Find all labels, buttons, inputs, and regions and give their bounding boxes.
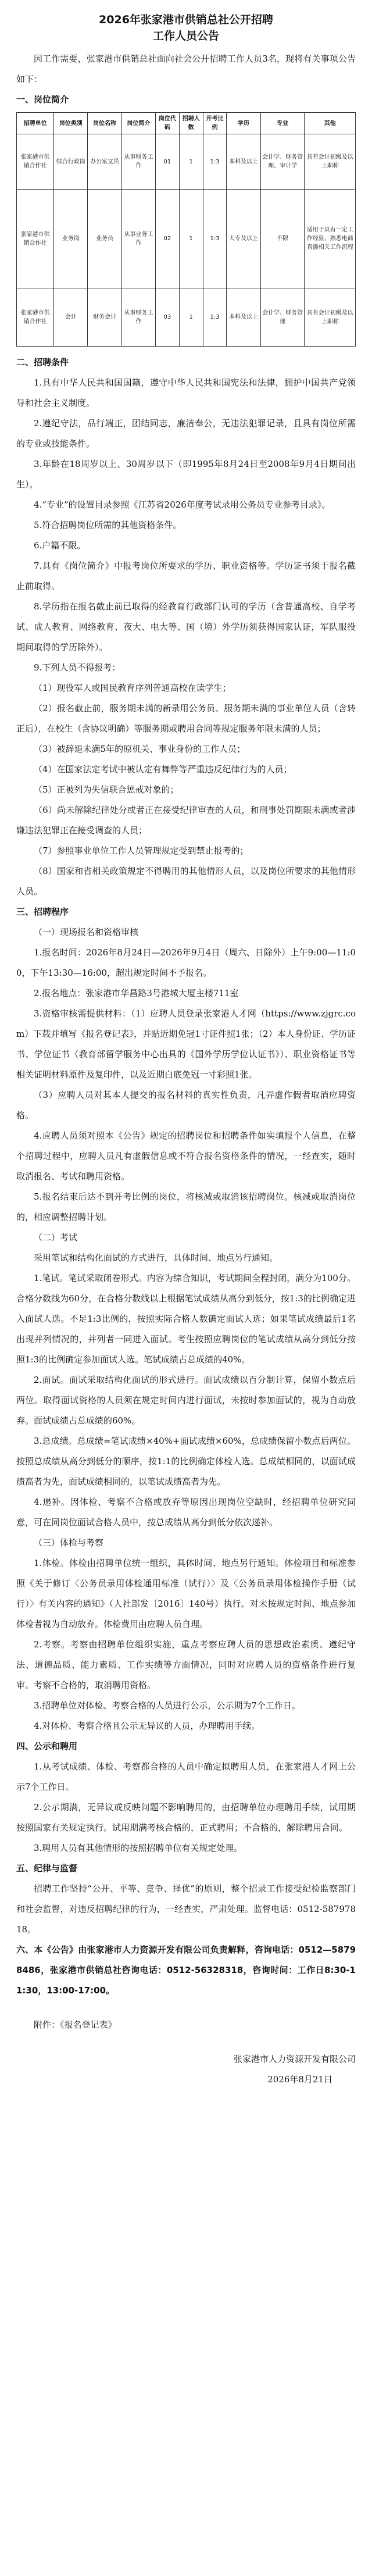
publicity-paragraph: 2.公示期满，无异议或反映问题不影响聘用的，由招聘单位办理聘用手续，试用期按照国家有关规定执行。试用期满考核合格的，正式聘用；不合格的，解除聘用合同。 xyxy=(16,1802,356,1833)
procedure-paragraph: 4.应聘人员须对照本《公告》规定的招聘岗位和招聘条件如实填报个人信息，在整个招聘过程中，应聘人员凡有虚假信息或不符合报名资格条件的情况，一经查实，随时取消报名、考试和聘用资格。 xyxy=(16,1130,356,1182)
table-cell: 本科及以上 xyxy=(227,134,260,190)
table-cell: 具有会计初级及以上职称 xyxy=(305,288,356,347)
requirement-paragraph: 7.具有《岗位简介》中报考岗位所要求的学历、职业资格等。学历证书须于报名截止前取得。 xyxy=(16,561,356,591)
exclusion-item: （8）国家和省相关政策规定不得聘用的其他情形人员，以及岗位所要求的其他情形人员。 xyxy=(16,866,356,897)
procedure-paragraph: 5.报名结束后达不到开考比例的岗位，将核减或取消该招聘岗位。核减或取消岗位的，相应调整招聘计划。 xyxy=(16,1191,356,1222)
exclusion-item: （4）在国家法定考试中被认定有舞弊等严重违反纪律行为的人员； xyxy=(34,764,292,775)
table-cell: 1:3 xyxy=(203,288,227,347)
section-heading-requirements: 二、招聘条件 xyxy=(16,357,69,368)
table-cell: 业务岗 xyxy=(54,190,88,288)
exam-paragraph: 3.总成绩。总成绩=笔试成绩×40%+面试成绩×60%，总成绩保留小数点后两位。按照总成绩从高分到低分的顺序，按1:1的比例确定体检人选。总成绩相同的，以面试成绩高者为先，面试成绩相同的，以笔试成绩高者为先。 xyxy=(16,1436,356,1487)
table-cell: 02 xyxy=(156,190,180,288)
table-cell: 办公室文员 xyxy=(88,134,121,190)
table-header-cell: 学历 xyxy=(227,113,260,134)
exam-paragraph: 4.递补。因体检、考察不合格或放弃等原因出现岗位空缺时，经招聘单位研究同意，可在同岗位面试合格人员中，按总成绩从高分到低分依次递补。 xyxy=(16,1497,356,1528)
explanation-paragraph: 六、本《公告》由张家港市人力资源开发有限公司负责解释，咨询电话：0512—58798486，张家港市供销总社咨询电话：0512-56328318，咨询时间：工作日8:30-11:30，13:00-17:00。 xyxy=(16,1945,356,1996)
table-cell: 1:3 xyxy=(203,134,227,190)
requirement-paragraph: 3.年龄在18周岁以上、30周岁以下（即1995年8月24日至2008年9月4日期间出生）。 xyxy=(16,459,356,490)
table-header-cell: 开考比例 xyxy=(203,113,227,134)
table-cell: 01 xyxy=(156,134,180,190)
table-cell: 综合行政岗 xyxy=(54,134,88,190)
exam-paragraph: 2.面试。面试采取结构化面试的形式进行。面试成绩以百分制计算，保留小数点后两位。取得面试资格的人员须在规定时间内进行面试，未按时参加面试的，视为自动放弃。面试成绩占总成绩的60%。 xyxy=(16,1375,356,1426)
table-header-cell: 专业 xyxy=(260,113,305,134)
section-heading-procedure: 三、招聘程序 xyxy=(16,907,69,917)
table-header-cell: 岗位简介 xyxy=(121,113,155,134)
intro-paragraph: 因工作需要，张家港市供销总社面向社会公开招聘工作人员3名，现将有关事项公告如下： xyxy=(16,53,356,84)
table-cell: 1 xyxy=(179,190,203,288)
title-line-2: 工作人员公告 xyxy=(152,30,219,42)
section-heading-discipline: 五、纪律与监督 xyxy=(16,1863,78,1874)
table-cell: 财务会计 xyxy=(88,288,121,347)
publicity-paragraph: 1.从考试成绩、体检、考察都合格的人员中确定拟聘用人员，在张家港人才网上公示7个工作日。 xyxy=(16,1761,356,1792)
requirement-paragraph: 9.下列人员不得报考： xyxy=(34,662,121,673)
table-cell: 张家港市供销合作社 xyxy=(17,190,54,288)
table-cell: 大专及以上 xyxy=(227,190,260,288)
table-cell: 业务员 xyxy=(88,190,121,288)
table-cell: 03 xyxy=(156,288,180,347)
table-cell: 从事财务工作 xyxy=(121,134,155,190)
table-header-cell: 岗位类别 xyxy=(54,113,88,134)
requirement-paragraph: 5.符合招聘岗位所需的其他资格条件。 xyxy=(34,520,182,530)
title-line-1: 2026年张家港市供销总社公开招聘 xyxy=(99,13,273,26)
table-cell: 1:3 xyxy=(203,190,227,288)
table-cell: 适用于具有一定工作经验，熟悉电商直播相关工作流程 xyxy=(305,190,356,288)
table-header-cell: 招聘人数 xyxy=(179,113,203,134)
table-cell: 会计 xyxy=(54,288,88,347)
table-cell: 会计学、财务管理、审计学 xyxy=(260,134,305,190)
procedure-paragraph: 2.报名地点：张家港市华昌路3号港城大厦主楼711室 xyxy=(34,988,239,998)
section-heading-positions: 一、岗位简介 xyxy=(16,94,69,105)
table-header-cell: 岗位代码 xyxy=(156,113,180,134)
table-header-row xyxy=(17,113,356,134)
subsection-heading: （一）现场报名和资格审核 xyxy=(34,927,139,937)
section-heading-publicity: 四、公示和聘用 xyxy=(16,1741,78,1751)
exclusion-item: （6）尚未解除纪律处分或者正在接受纪律审查的人员，和刑事处罚期限未满或者涉嫌违法犯罪正在接受调查的人员； xyxy=(16,805,356,836)
procedure-paragraph: 1.报名时间：2026年8月24日—2026年9月4日（周六、日除外）上午9:00—11:00，下午13:30—16:00，超出规定时间不予报名。 xyxy=(16,947,356,978)
table-cell: 会计学、财务管理 xyxy=(260,288,305,347)
requirement-paragraph: 1.具有中华人民共和国国籍，遵守中华人民共和国宪法和法律，拥护中国共产党领导和社会主义制度。 xyxy=(16,377,356,408)
requirement-paragraph: 4.“专业”的设置目录参照《江苏省2026年度考试录用公务员专业参考目录》。 xyxy=(34,499,331,510)
subsection-heading: （二）考试 xyxy=(34,1232,78,1243)
table-cell: 具有会计初级及以上职称 xyxy=(305,134,356,190)
table-cell: 1 xyxy=(179,288,203,347)
exclusion-item: （3）被辞退未满5年的原机关、事业身份的工作人员； xyxy=(34,744,246,754)
positions-table xyxy=(16,112,356,347)
procedure-paragraph: 3.资格审核需提供材料：（1）应聘人员登录张家港人才网（https://www.zjgrc.com）下载并填写《报名登记表》，并贴近期免冠1寸证件照1张；（2）本人身份证、学历证书、学位证书（教育部留学服务中心出具的《国外学历学位认证书》）、职业资格证书等相关证明材料原件及复印件，以及近期白底免冠一寸彩照1张。 xyxy=(16,1008,356,1080)
requirement-paragraph: 2.遵纪守法，品行端正，团结同志，廉洁奉公，无违法犯罪记录，且具有岗位所需的专业或技能条件。 xyxy=(16,418,356,449)
medical-paragraph: 4.对体检、考察合格且公示无异议的人员，办理聘用手续。 xyxy=(34,1721,260,1731)
exclusion-item: （7）参照事业单位工作人员管理规定受到禁止报考的； xyxy=(34,845,249,856)
table-cell: 不限 xyxy=(260,190,305,288)
table-cell: 从事业务工作 xyxy=(121,190,155,288)
requirement-paragraph: 6.户籍不限。 xyxy=(34,540,86,551)
table-cell: 本科及以上 xyxy=(227,288,260,347)
attachment-note: 附件：《报名登记表》 xyxy=(34,2020,117,2030)
signature-org: 张家港市人力资源开发有限公司 xyxy=(233,2054,356,2064)
table-row xyxy=(17,288,356,347)
exclusion-item: （2）报名截止前，服务期未满的新录用公务员、服务期未满的事业单位人员（含转正后），在校生（含协议明确）等服务期或聘用合同等规定服务年限未满的人员； xyxy=(16,703,356,734)
discipline-paragraph: 招聘工作坚持“公开、平等、竞争、择优”的原则，整个招录工作接受纪检监察部门和社会监督，对违反招聘纪律的行为，一经查实，严肃处理。监督电话：0512-58797818。 xyxy=(16,1883,356,1935)
table-row xyxy=(17,190,356,288)
exclusion-item: （5）正被列为失信联合惩戒对象的； xyxy=(34,784,179,795)
subsection-heading: （三）体检与考察 xyxy=(34,1537,104,1548)
medical-paragraph: 2.考察。考察由招聘单位组织实施，重点考察应聘人员的思想政治素质、遵纪守法、道德品质、能力素质、工作实绩等方面情况，同时对应聘人员的资格条件进行复审。考察不合格的，取消聘用资格。 xyxy=(16,1639,356,1690)
table-header-cell: 招聘单位 xyxy=(17,113,54,134)
table-row xyxy=(17,134,356,190)
publicity-paragraph: 3.聘用人员有其他情形的按照招聘单位有关规定处理。 xyxy=(34,1843,243,1853)
page-title xyxy=(16,12,356,44)
table-header-cell: 岗位名称 xyxy=(88,113,121,134)
medical-paragraph: 1.体检。体检由招聘单位统一组织，具体时间、地点另行通知。体检项目和标准参照《关于修订〈公务员录用体检通用标准（试行）〉及〈公务员录用体检操作手册（试行）〉有关内容的通知》（人社部发〔2016〕140号）执行。对未按规定时间、地点参加体检者视为自动放弃。体检费用由应聘人员自理。 xyxy=(16,1558,356,1629)
table-header-cell: 其他 xyxy=(305,113,356,134)
table-cell: 张家港市供销合作社 xyxy=(17,288,54,347)
table-cell: 从事财务工作 xyxy=(121,288,155,347)
exam-paragraph: 1.笔试。笔试采取闭卷形式。内容为综合知识，考试期间全程封闭，满分为100分。合格分数线为60分，在合格分数线以上根据笔试成绩从高分到低分，按1:3的比例确定进入面试人选。不足1:3比例的，按照实际合格人数确定面试人选；如果笔试成绩最后1名出现并列情况的，并列者一同进入面试。考生按照应聘岗位的笔试成绩从高分到低分按照1:3的比例确定参加面试人选。笔试成绩占总成绩的40%。 xyxy=(16,1273,356,1365)
table-cell: 1 xyxy=(179,134,203,190)
signature-date: 2026年8月21日 xyxy=(267,2074,332,2085)
exam-paragraph: 采用笔试和结构化面试的方式进行，具体时间、地点另行通知。 xyxy=(34,1253,278,1263)
medical-paragraph: 3.招聘单位对体检、考察合格的人员进行公示，公示期为7个工作日。 xyxy=(34,1700,301,1711)
requirement-paragraph: 8.学历指在报名截止前已取得的经教育行政部门认可的学历（含普通高校、自学考试、成人教育、网络教育、夜大、电大等、国（境）外学历须获得国家认证，军队服役期间取得的学历除外）。 xyxy=(16,601,356,652)
table-cell: 张家港市供销合作社 xyxy=(17,134,54,190)
procedure-paragraph: （3）应聘人员对其本人提交的报名材料的真实性负责，凡弄虚作假者取消应聘资格。 xyxy=(16,1090,356,1121)
exclusion-item: （1）现役军人或国民教育序列普通高校在读学生； xyxy=(34,683,231,693)
